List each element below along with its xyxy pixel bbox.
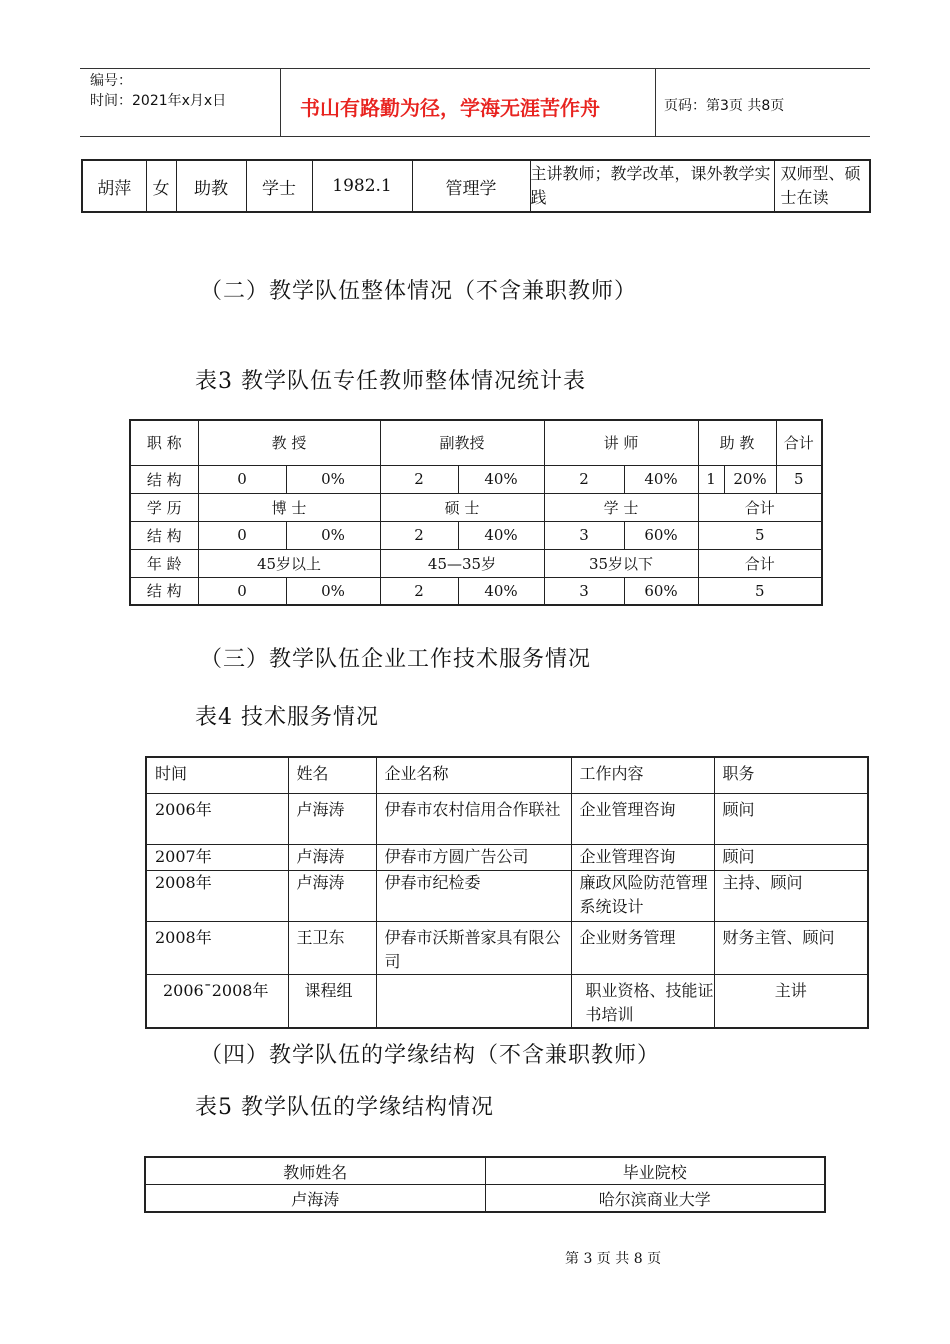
table-cell: 哈尔滨商业大学	[485, 1185, 825, 1213]
table-row	[146, 793, 868, 844]
table-header-cell: 教师姓名	[145, 1157, 485, 1185]
table-cell: 2	[544, 465, 624, 493]
table-cell: 副教授	[380, 420, 544, 465]
table-cell: 35岁以下	[544, 549, 698, 577]
table-cell: 5	[698, 521, 822, 549]
table-cell: 女	[146, 160, 176, 212]
table-cell: 合计	[698, 493, 822, 521]
table-cell: 0%	[286, 521, 380, 549]
table-cell: 卢海涛	[288, 844, 376, 870]
table-row	[146, 974, 868, 1028]
table-cell: 教 授	[198, 420, 380, 465]
table-cell: 2008年	[146, 870, 288, 921]
table-cell: 胡萍	[82, 160, 146, 212]
table5-title: 表5 教学队伍的学缘结构情况	[195, 1095, 494, 1120]
table-header-cell: 毕业院校	[485, 1157, 825, 1185]
table-row	[130, 493, 822, 521]
table-cell: 顾问	[714, 793, 868, 844]
table-cell: 2006年	[146, 793, 288, 844]
table-row	[146, 870, 868, 921]
table-cell: 0	[198, 577, 286, 605]
section-heading-3: （三）教学队伍企业工作技术服务情况	[200, 647, 592, 672]
table3-title: 表3 教学队伍专任教师整体情况统计表	[195, 369, 586, 394]
table-cell: 0	[198, 521, 286, 549]
table-cell: 40%	[458, 577, 544, 605]
table-row	[146, 921, 868, 974]
table-header-row	[146, 757, 868, 793]
header-bottom-rule	[80, 136, 870, 137]
table-header-cell: 职务	[714, 757, 868, 793]
table-cell: 课程组	[288, 974, 376, 1028]
table-cell: 讲 师	[544, 420, 698, 465]
table-row	[130, 577, 822, 605]
table-cell: 3	[544, 577, 624, 605]
table-cell: 结 构	[130, 521, 198, 549]
table-cell: 企业管理咨询	[571, 844, 714, 870]
table-cell: 职业资格、技能证书培训	[571, 974, 714, 1028]
table-cell: 2	[380, 521, 458, 549]
header-top-rule	[80, 68, 870, 69]
table-row	[130, 521, 822, 549]
table-cell: 1982.1	[312, 160, 412, 212]
table-row	[146, 844, 868, 870]
table-cell: 5	[698, 577, 822, 605]
table-cell: 伊春市沃斯普家具有限公司	[376, 921, 571, 974]
section-heading-4: （四）教学队伍的学缘结构（不含兼职教师）	[200, 1043, 661, 1068]
table-cell: 60%	[624, 521, 698, 549]
table-cell	[376, 974, 571, 1028]
header-time-label: 时间：2021年x月x日	[90, 93, 227, 109]
table-header-cell: 工作内容	[571, 757, 714, 793]
table-cell: 王卫东	[288, 921, 376, 974]
table-row	[130, 549, 822, 577]
table-cell: 2007年	[146, 844, 288, 870]
faculty-structure-table	[129, 419, 823, 606]
table-cell: 2008年	[146, 921, 288, 974]
table-cell: 2006¯2008年	[146, 974, 288, 1028]
table-cell: 结 构	[130, 577, 198, 605]
table-cell: 学士	[246, 160, 312, 212]
table-cell: 主讲	[714, 974, 868, 1028]
table-cell: 3	[544, 521, 624, 549]
table-row	[82, 160, 870, 212]
table-row	[145, 1185, 825, 1213]
table-cell: 45—35岁	[380, 549, 544, 577]
table-cell: 合计	[776, 420, 822, 465]
table-cell: 0%	[286, 465, 380, 493]
table4-title: 表4 技术服务情况	[195, 705, 379, 730]
table-cell: 伊春市纪检委	[376, 870, 571, 921]
tech-service-table	[145, 756, 869, 1029]
table-cell: 博 士	[198, 493, 380, 521]
header-motto: 书山有路勤为径，学海无涯苦作舟	[300, 96, 600, 120]
academic-background-table	[144, 1156, 826, 1213]
table-cell: 卢海涛	[145, 1185, 485, 1213]
table-cell: 伊春市方圆广告公司	[376, 844, 571, 870]
table-cell: 0%	[286, 577, 380, 605]
table-row	[130, 420, 822, 465]
section-heading-2: （二）教学队伍整体情况（不含兼职教师）	[200, 279, 638, 304]
table-cell: 40%	[458, 465, 544, 493]
table-cell: 双师型、硕士在读	[774, 160, 870, 212]
table-cell: 45岁以上	[198, 549, 380, 577]
table-header-row	[145, 1157, 825, 1185]
table-cell: 顾问	[714, 844, 868, 870]
table-cell: 企业财务管理	[571, 921, 714, 974]
table-cell: 助 教	[698, 420, 776, 465]
header-divider-left	[280, 68, 281, 136]
table-cell: 结 构	[130, 465, 198, 493]
table-cell: 伊春市农村信用合作联社	[376, 793, 571, 844]
table-header-cell: 企业名称	[376, 757, 571, 793]
table-cell: 主讲教师；教学改革，课外教学实践	[530, 160, 774, 212]
table-cell: 5	[776, 465, 822, 493]
table-cell: 0	[198, 465, 286, 493]
table-cell: 助教	[176, 160, 246, 212]
teacher-continuation-table	[81, 159, 871, 213]
header-number-label: 编号：	[90, 73, 132, 89]
table-row	[130, 465, 822, 493]
table-cell: 合计	[698, 549, 822, 577]
table-cell: 硕 士	[380, 493, 544, 521]
table-cell: 企业管理咨询	[571, 793, 714, 844]
table-cell: 管理学	[412, 160, 530, 212]
table-cell: 财务主管、顾问	[714, 921, 868, 974]
table-cell: 2	[380, 465, 458, 493]
table-cell: 60%	[624, 577, 698, 605]
table-header-cell: 时间	[146, 757, 288, 793]
table-cell: 职 称	[130, 420, 198, 465]
table-cell: 主持、顾问	[714, 870, 868, 921]
header-page-code: 页码：第3页 共8页	[664, 98, 785, 114]
table-cell: 学 士	[544, 493, 698, 521]
table-header-cell: 姓名	[288, 757, 376, 793]
table-cell: 廉政风险防范管理系统设计	[571, 870, 714, 921]
table-cell: 40%	[624, 465, 698, 493]
table-cell: 2	[380, 577, 458, 605]
header-divider-right	[655, 68, 656, 136]
table-cell: 卢海涛	[288, 793, 376, 844]
table-cell: 1	[698, 465, 724, 493]
page-footer: 第 3 页 共 8 页	[565, 1251, 662, 1267]
table-cell: 40%	[458, 521, 544, 549]
table-cell: 学 历	[130, 493, 198, 521]
table-cell: 卢海涛	[288, 870, 376, 921]
table-cell: 20%	[724, 465, 776, 493]
table-cell: 年 龄	[130, 549, 198, 577]
